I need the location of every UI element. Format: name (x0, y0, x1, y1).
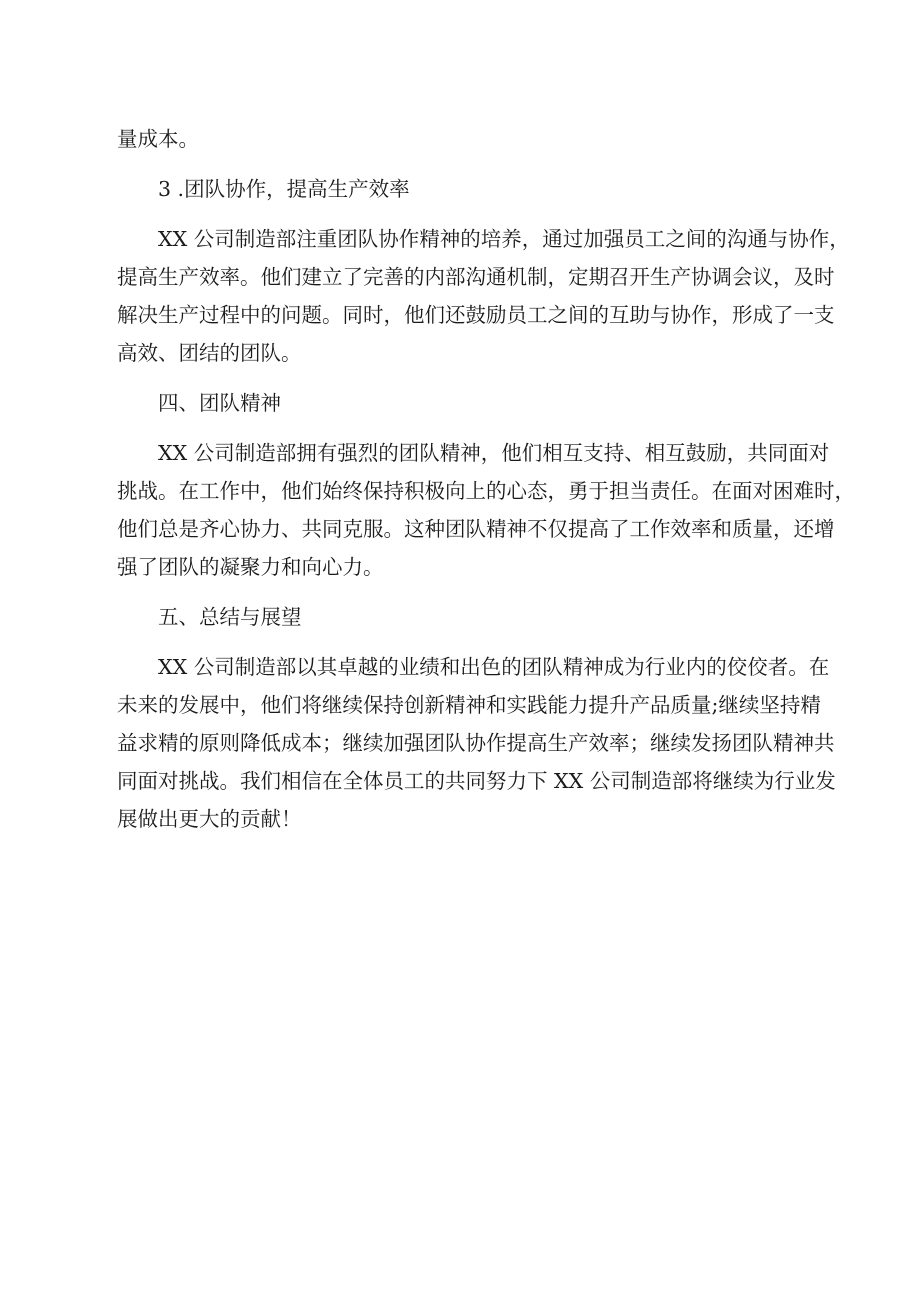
text-line: XX 公司制造部以其卓越的业绩和出色的团队精神成为行业内的佼佼者。在 (158, 655, 830, 679)
section-heading-team-spirit: 四、团队精神 (158, 391, 281, 415)
text-line: 高效、团结的团队。 (117, 341, 302, 365)
text-line: 挑战。在工作中，他们始终保持积极向上的心态，勇于担当责任。在面对困难时， (117, 479, 855, 503)
paragraph-team-spirit (117, 434, 855, 586)
section-heading-summary: 五、总结与展望 (158, 605, 302, 629)
paragraph-summary (117, 648, 836, 838)
text-line: 解决生产过程中的问题。同时，他们还鼓励员工之间的互助与协作，形成了一支 (117, 303, 835, 327)
text-line: 同面对挑战。我们相信在全体员工的共同努力下 XX 公司制造部将继续为行业发 (117, 769, 836, 793)
paragraph-continuation (117, 120, 817, 158)
paragraph-team-collaboration (117, 220, 850, 372)
text-line: 益求精的原则降低成本；继续加强团队协作提高生产效率；继续发扬团队精神共 (117, 731, 835, 755)
text-line: 他们总是齐心协力、共同克服。这种团队精神不仅提高了工作效率和质量，还增 (117, 517, 835, 541)
text-line: XX 公司制造部注重团队协作精神的培养，通过加强员工之间的沟通与协作， (158, 227, 850, 251)
text-line: 未来的发展中，他们将继续保持创新精神和实践能力提升产品质量;继续坚持精 (117, 693, 821, 717)
text-line: 量成本。 (117, 127, 199, 151)
section-heading-team-collaboration: 3 .团队协作，提高生产效率 (158, 177, 410, 201)
text-line: 强了团队的凝聚力和向心力。 (117, 555, 384, 579)
text-line: XX 公司制造部拥有强烈的团队精神，他们相互支持、相互鼓励，共同面对 (158, 441, 830, 465)
text-line: 展做出更大的贡献！ (117, 807, 302, 831)
document-body (117, 120, 855, 850)
text-line: 提高生产效率。他们建立了完善的内部沟通机制，定期召开生产协调会议，及时 (117, 265, 835, 289)
